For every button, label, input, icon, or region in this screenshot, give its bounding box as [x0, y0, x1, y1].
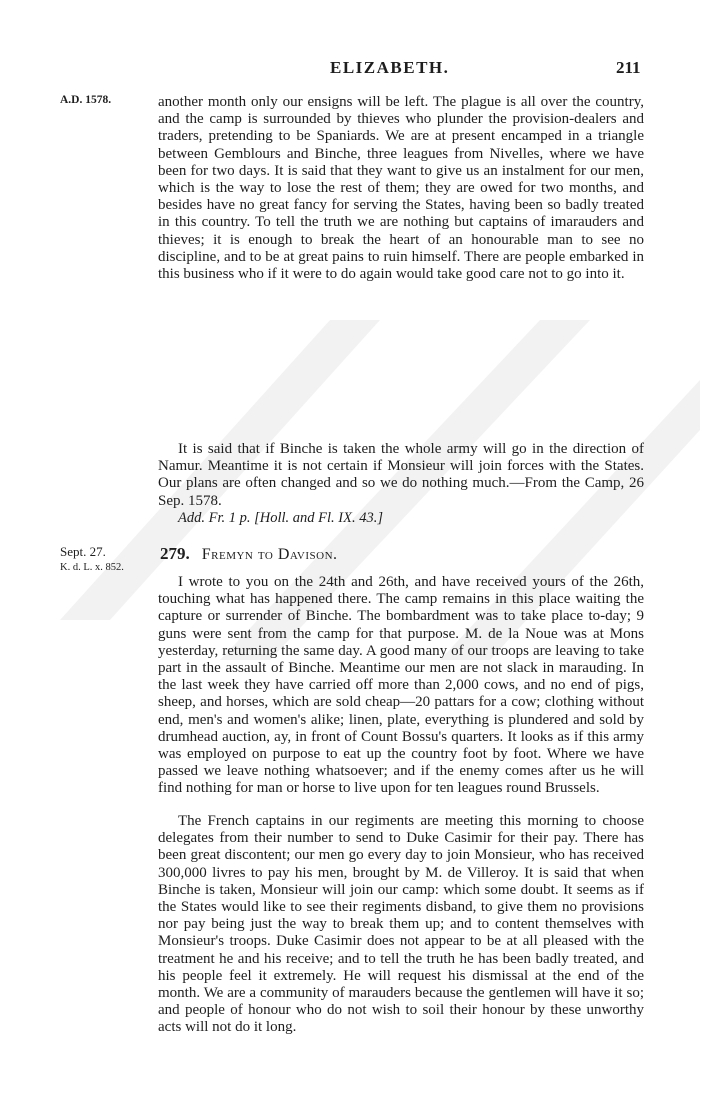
source-note [158, 510, 644, 527]
paragraph-text: another month only our ensigns will be left. The plague is all over the country, and the camp is surrounded by thieves who plunder the provision-dealers and traders, pretending to be Spaniards. We are at present encamped in a triangle between Gemblours and Binche, three leagues from Nivelles, where we have been for two days. It is said that they want to give us an instalment for our men, which is the way to lose the rest of them; they are owed for two months, and besides have no great fancy for serving the States, having been so badly treated in this country. To tell the truth we are nothing but captains of imarauders and thieves; it is enough to break the heart of an honourable man to see no discipline, and to be at great pains to ruin himself. There are people embarked in this business who if it were to do again would take good care not to go into it. [158, 94, 644, 283]
paragraph-continuation [158, 94, 644, 283]
paragraph-text: The French captains in our regiments are meeting this morning to choose delegates from their number to send to Duke Casimir for their pay. There has been great discontent; our men go every day to join Monsieur, who has received 300,000 livres to pay his men, brought by M. de Villeroy. It is said that when Binche is taken, Monsieur will join our camp: which some doubt. It seems as if the States would like to see their regiments disband, to give them no provisions nor pay being just the way to break them up; and to content themselves with Monsieur's troops. Duke Casimir does not appear to be at all pleased with the treatment he and his receive; and to tell the truth he has been badly treated, and his people feel it extremely. He will request his dismissal at the end of the month. We are a community of marauders because the gentlemen will have it so; and people of honour who do not wish to soil their honour by these unworthy acts will not do it long. [158, 813, 644, 1036]
source-note-text: Add. Fr. 1 p. [Holl. and Fl. IX. 43.] [178, 510, 384, 526]
entry-heading [160, 544, 338, 564]
paragraph-binche [158, 441, 644, 510]
page-number: 211 [616, 58, 641, 77]
margin-reference: K. d. L. x. 852. [60, 562, 124, 573]
entry-number: 279. [160, 544, 190, 563]
running-title: ELIZABETH. [330, 58, 450, 77]
margin-entry-date: Sept. 27. [60, 544, 106, 559]
paragraph-text: It is said that if Binche is taken the whole army will go in the direction of Namur. Meantime it is not certain if Monsieur will join forces with the States. Our plans are often changed and so we do nothing much.—From the Camp, 26 Sep. 1578. [158, 441, 644, 509]
paragraph-letter-2 [158, 813, 644, 1037]
margin-year: A.D. 1578. [60, 94, 112, 106]
paragraph-letter-1 [158, 574, 644, 798]
paragraph-text: I wrote to you on the 24th and 26th, and have received yours of the 26th, touching what has happened there. The camp remains in this place waiting the capture or surrender of Binche. The bombardment was to take place to-day; 9 guns were sent from the camp for that purpose. M. de la Noue was at Mons yesterday, returning the same day. A good many of our troops are leaving to take part in the assault of Binche. Meantime our men are not slack in marauding. In the last week they have carried off more than 2,000 cows, and no end of pigs, sheep, and horses, which are sold cheap—20 pattars for a cow; clothing without end, men's and women's alike; linen, plate, everything is plundered and sold by drumhead auction, ay, in front of Count Bossu's quarters. It looks as if this army was employed on purpose to eat up the country foot by foot. Where we have passed we leave nothing whatsoever; and if the enemy comes after us he will find nothing for man or horse to live upon for ten leagues round Brussels. [158, 574, 644, 797]
entry-title: Fremyn to Davison. [201, 546, 338, 563]
